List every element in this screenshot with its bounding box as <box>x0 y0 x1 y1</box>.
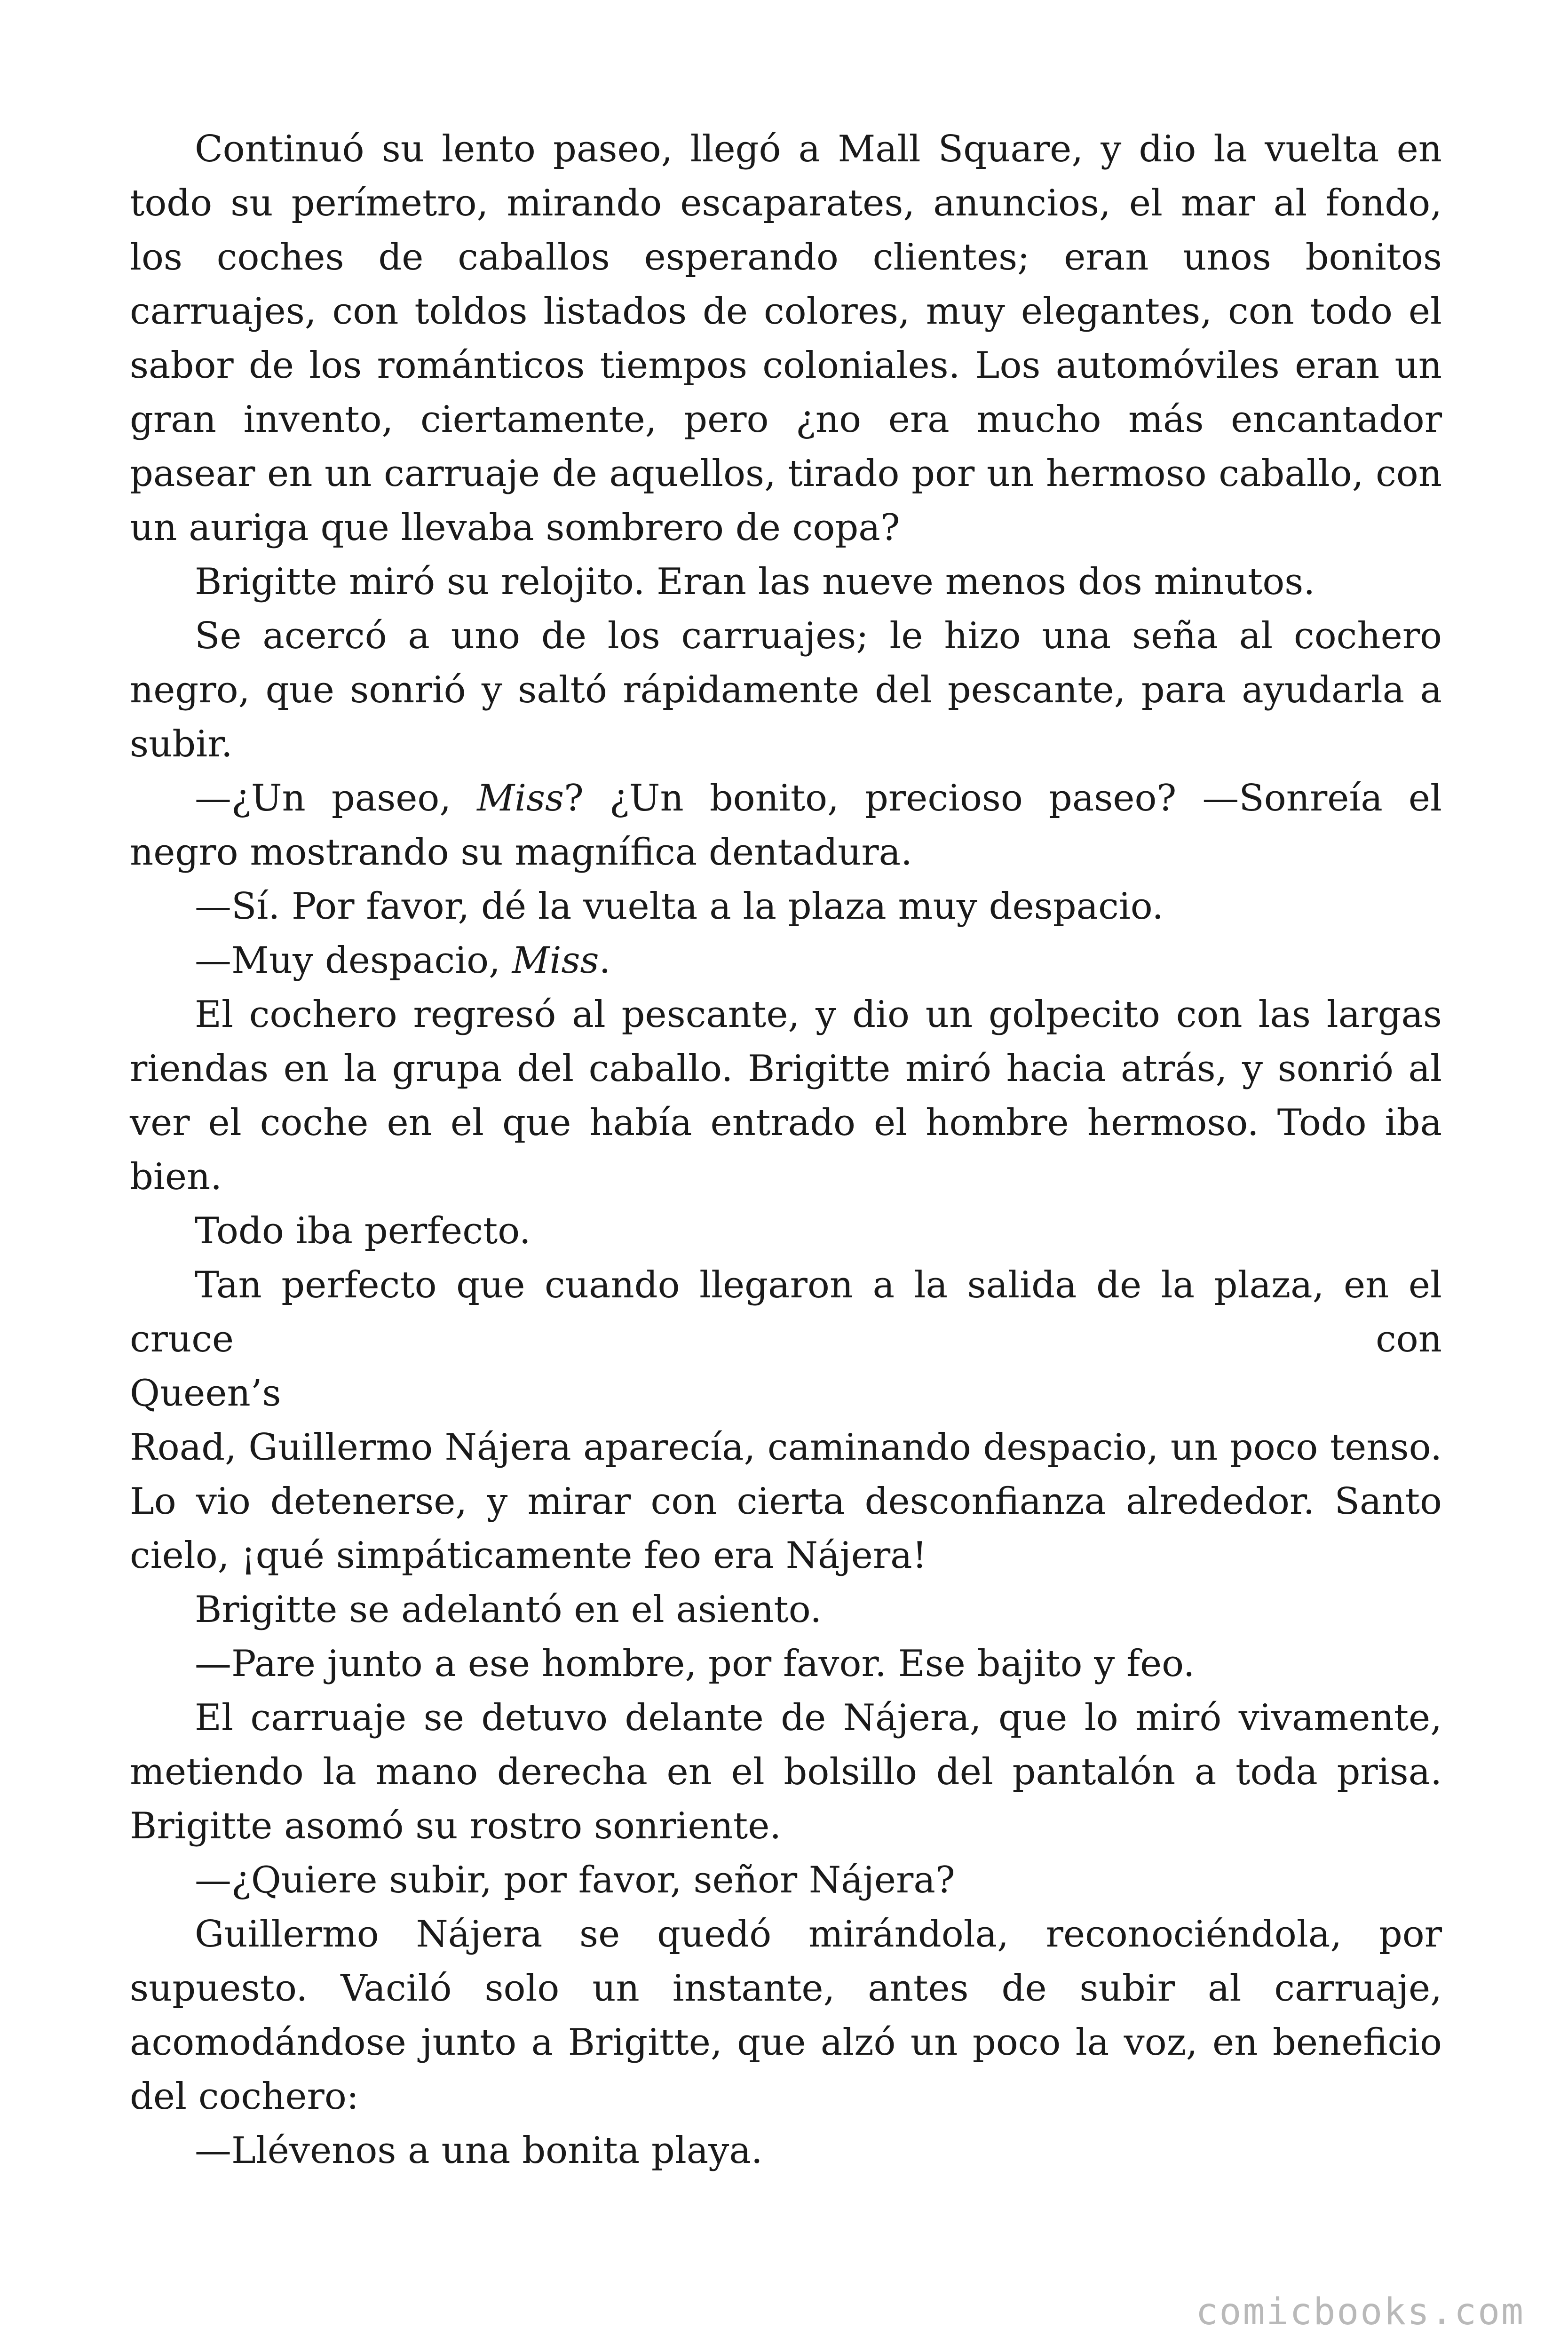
paragraph: —Sí. Por favor, dé la vuelta a la plaza muy despacio. <box>195 885 1164 928</box>
paragraph: —¿Quiere subir, por favor, señor Nájera? <box>195 1859 955 1901</box>
paragraph: Guillermo Nájera se quedó mirándola, reconociéndola, por supuesto. Vaciló solo un instante, antes de subir al carruaje, acomodándose junto a Brigitte, que alzó un poco la voz, en beneficio del cochero: <box>130 1913 1442 2118</box>
paragraph: Road, Guillermo Nájera aparecía, caminando despacio, un poco tenso. Lo vio detenerse, y mirar con cierta desconfianza alrededor. Santo cielo, ¡qué simpáticamente feo era Nájera! <box>130 1426 1442 1577</box>
paragraph <box>130 771 1442 880</box>
paragraph-text: . <box>599 939 611 982</box>
paragraph: Brigitte se adelantó en el asiento. <box>195 1589 822 1631</box>
paragraph: Tan perfecto que cuando llegaron a la salida de la plaza, en el cruce con <box>130 1264 1442 1360</box>
paragraph <box>130 934 1442 988</box>
paragraph: Se acercó a uno de los carruajes; le hizo una seña al cochero negro, que sonrió y saltó rápidamente del pescante, para ayudarla a subir. <box>130 615 1442 765</box>
paragraph: Continuó su lento paseo, llegó a Mall Square, y dio la vuelta en todo su perímetro, mirando escaparates, anuncios, el mar al fondo, los coches de caballos esperando clientes; eran unos bonitos carruajes, con toldos listados de colores, muy elegantes, con todo el sabor de los románticos tiempos coloniales. Los automóviles eran un gran invento, ciertamente, pero ¿no era mucho más encantador pasear en un carruaje de aquellos, tirado por un hermoso caballo, con un auriga que llevaba sombrero de copa? <box>130 128 1442 549</box>
paragraph: Queen’s <box>130 1372 281 1414</box>
paragraph-text: ? ¿Un bonito, precioso paseo? —Sonreía el negro mostrando su magnífica dentadura. <box>130 777 1442 874</box>
paragraph: El carruaje se detuvo delante de Nájera, que lo miró vivamente, metiendo la mano derecha en el bolsillo del pantalón a toda prisa. Brigitte asomó su rostro sonriente. <box>130 1697 1442 1847</box>
paragraph-text: —Muy despacio, <box>195 939 512 982</box>
watermark: comicbooks.com <box>1196 2291 1525 2333</box>
body-text <box>130 122 1442 2178</box>
paragraph: El cochero regresó al pescante, y dio un golpecito con las largas riendas en la grupa del caballo. Brigitte miró hacia atrás, y sonrió al ver el coche en el que había entrado el hombre hermoso. Todo iba bien. <box>130 993 1442 1198</box>
italic-word: Miss <box>477 777 564 819</box>
paragraph: —Llévenos a una bonita playa. <box>195 2130 763 2172</box>
paragraph: Brigitte miró su relojito. Eran las nueve menos dos minutos. <box>195 561 1315 603</box>
paragraph: —Pare junto a ese hombre, por favor. Ese bajito y feo. <box>195 1643 1195 1685</box>
italic-word: Miss <box>512 939 599 982</box>
paragraph-text: —¿Un paseo, <box>195 777 477 819</box>
paragraph: Todo iba perfecto. <box>195 1210 531 1252</box>
